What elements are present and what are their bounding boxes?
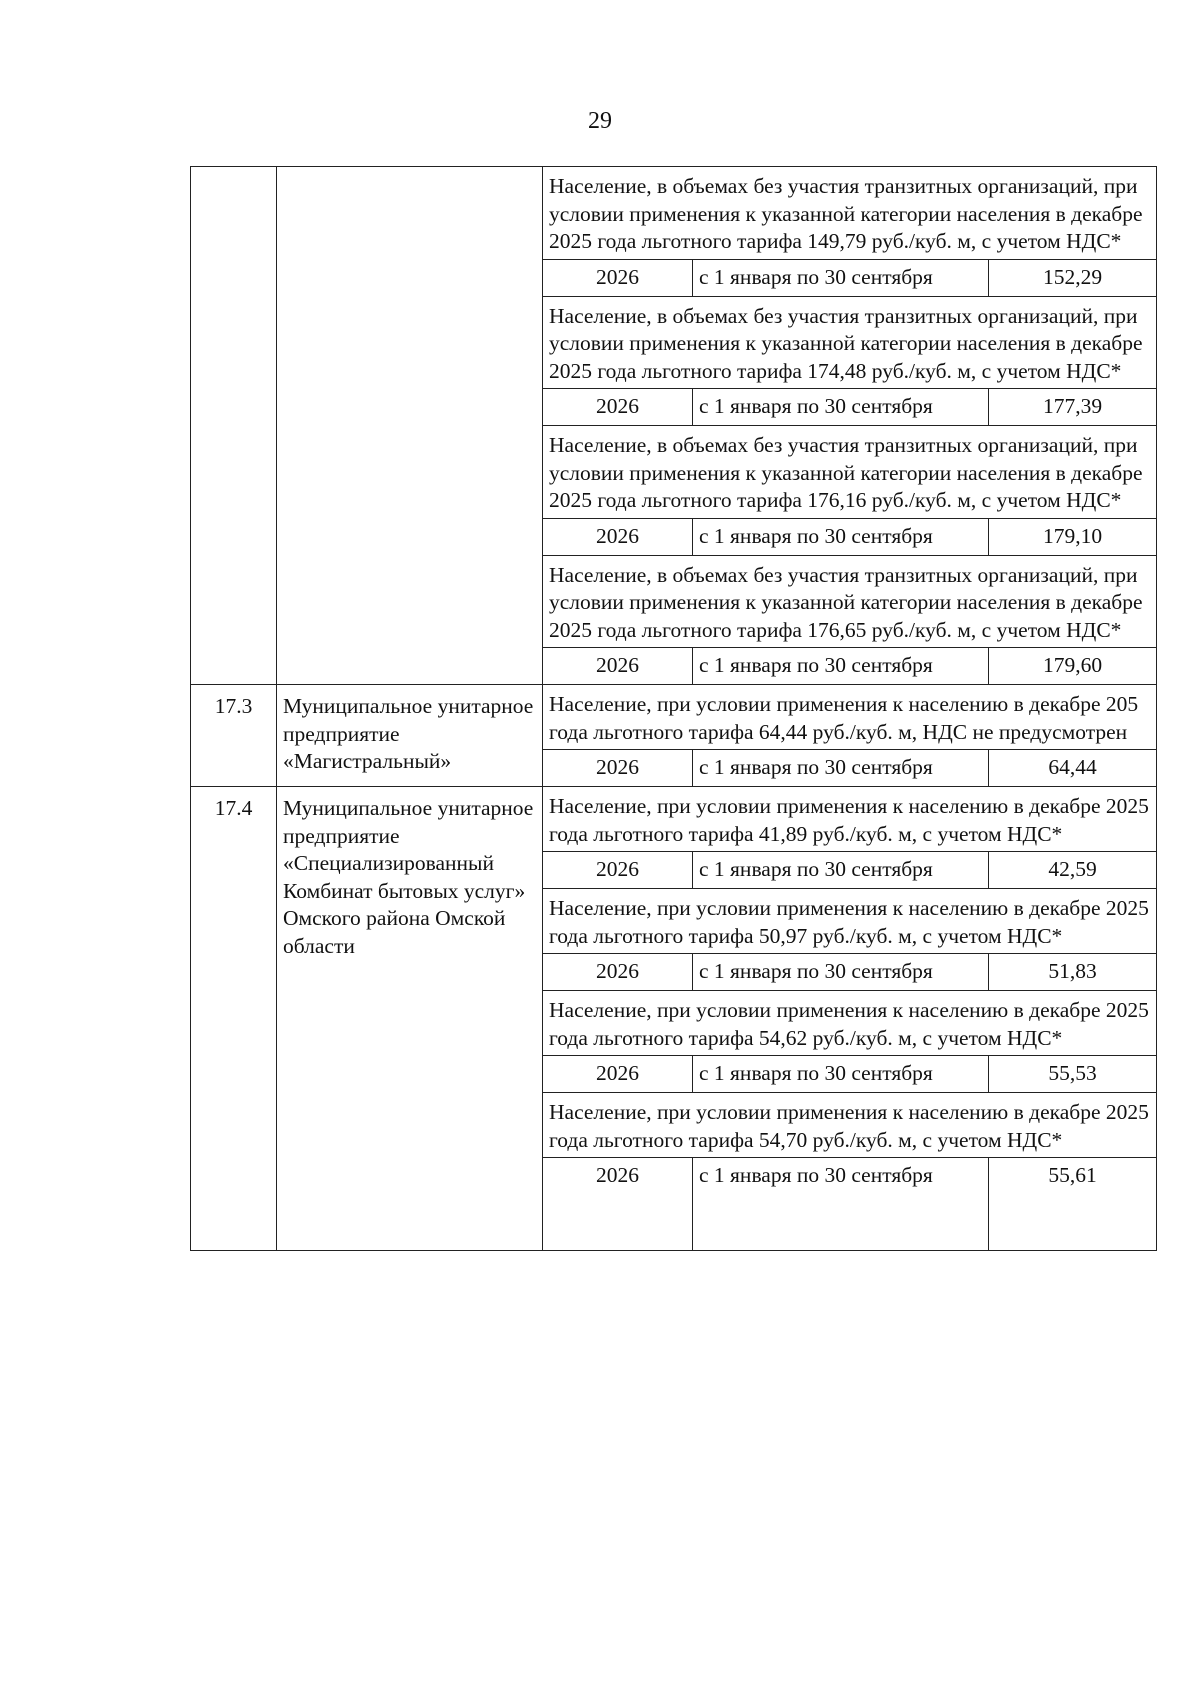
tariff-condition: Население, при условии применения к населению в декабре 2025 года льготного тарифа 41,89 руб./куб. м, с учетом НДС* xyxy=(543,787,1157,852)
tariff-period: с 1 января по 30 сентября xyxy=(693,852,989,889)
page-number: 29 xyxy=(588,108,612,134)
tariff-year: 2026 xyxy=(543,648,693,685)
tariff-period: с 1 января по 30 сентября xyxy=(693,648,989,685)
tariff-price: 51,83 xyxy=(989,954,1157,991)
tariff-period: с 1 января по 30 сентября xyxy=(693,750,989,787)
tariff-period: с 1 января по 30 сентября xyxy=(693,954,989,991)
tariff-period: с 1 января по 30 сентября xyxy=(693,1158,989,1251)
tariff-year: 2026 xyxy=(543,1158,693,1251)
tariff-year: 2026 xyxy=(543,259,693,296)
tariff-condition: Население, при условии применения к населению в декабре 205 года льготного тарифа 64,44 руб./куб. м, НДС не предусмотрен xyxy=(543,685,1157,750)
tariff-condition: Население, в объемах без участия транзитных организаций, при условии применения к указанной категории населения в декабре 2025 года льготного тарифа 174,48 руб./куб. м, с учетом НДС* xyxy=(543,296,1157,389)
tariff-year: 2026 xyxy=(543,852,693,889)
tariff-table xyxy=(190,166,1157,1251)
tariff-condition: Население, в объемах без участия транзитных организаций, при условии применения к указанной категории населения в декабре 2025 года льготного тарифа 176,65 руб./куб. м, с учетом НДС* xyxy=(543,555,1157,648)
desc-row xyxy=(191,167,1157,260)
organization-name xyxy=(277,167,543,685)
tariff-period: с 1 января по 30 сентября xyxy=(693,518,989,555)
tariff-year: 2026 xyxy=(543,750,693,787)
tariff-price: 64,44 xyxy=(989,750,1157,787)
item-number xyxy=(191,167,277,685)
tariff-period: с 1 января по 30 сентября xyxy=(693,1056,989,1093)
tariff-condition: Население, в объемах без участия транзитных организаций, при условии применения к указанной категории населения в декабре 2025 года льготного тарифа 176,16 руб./куб. м, с учетом НДС* xyxy=(543,426,1157,519)
desc-row xyxy=(191,787,1157,852)
tariff-price: 55,61 xyxy=(989,1158,1157,1251)
tariff-condition: Население, в объемах без участия транзитных организаций, при условии применения к указанной категории населения в декабре 2025 года льготного тарифа 149,79 руб./куб. м, с учетом НДС* xyxy=(543,167,1157,260)
tariff-year: 2026 xyxy=(543,954,693,991)
tariff-price: 179,60 xyxy=(989,648,1157,685)
tariff-condition: Население, при условии применения к населению в декабре 2025 года льготного тарифа 54,62 руб./куб. м, с учетом НДС* xyxy=(543,991,1157,1056)
tariff-price: 179,10 xyxy=(989,518,1157,555)
tariff-price: 177,39 xyxy=(989,389,1157,426)
tariff-condition: Население, при условии применения к населению в декабре 2025 года льготного тарифа 50,97 руб./куб. м, с учетом НДС* xyxy=(543,889,1157,954)
tariff-period: с 1 января по 30 сентября xyxy=(693,259,989,296)
tariff-price: 152,29 xyxy=(989,259,1157,296)
item-number: 17.3 xyxy=(191,685,277,787)
tariff-condition: Население, при условии применения к населению в декабре 2025 года льготного тарифа 54,70 руб./куб. м, с учетом НДС* xyxy=(543,1093,1157,1158)
organization-name: Муниципальное унитарное предприятие «Специализированный Комбинат бытовых услуг» Омского района Омской области xyxy=(277,787,543,1251)
tariff-price: 55,53 xyxy=(989,1056,1157,1093)
item-number: 17.4 xyxy=(191,787,277,1251)
tariff-year: 2026 xyxy=(543,389,693,426)
tariff-period: с 1 января по 30 сентября xyxy=(693,389,989,426)
tariff-price: 42,59 xyxy=(989,852,1157,889)
desc-row xyxy=(191,685,1157,750)
tariff-year: 2026 xyxy=(543,1056,693,1093)
tariff-year: 2026 xyxy=(543,518,693,555)
organization-name: Муниципальное унитарное предприятие «Магистральный» xyxy=(277,685,543,787)
